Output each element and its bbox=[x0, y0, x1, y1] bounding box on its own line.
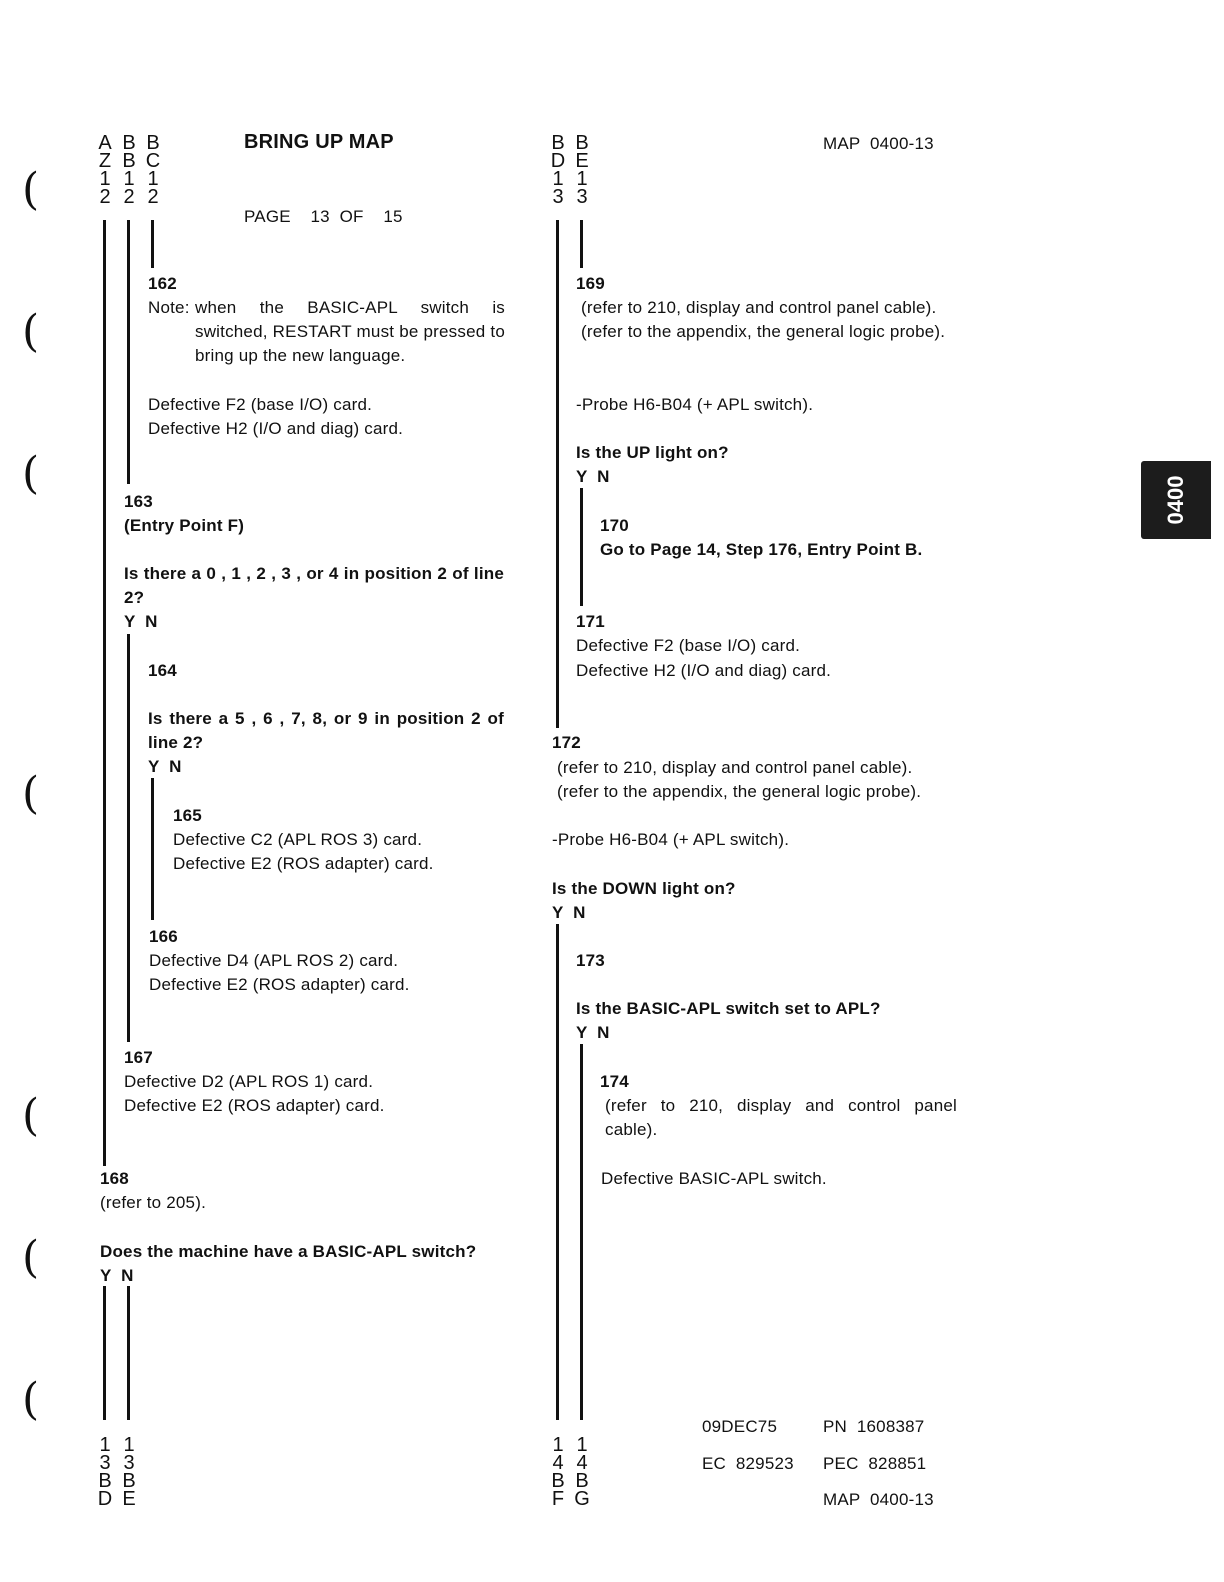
connector-top: B E 1 3 bbox=[575, 132, 589, 208]
step-text: Defective H2 (I/O and diag) card. bbox=[148, 419, 404, 438]
step-number: 163 bbox=[124, 492, 153, 511]
step-number: 171 bbox=[576, 612, 605, 631]
step-text: Defective E2 (ROS adapter) card. bbox=[149, 975, 410, 994]
step-number: 162 bbox=[148, 274, 177, 293]
connector-bottom: 1 4 B G bbox=[574, 1434, 590, 1510]
flow-line bbox=[127, 220, 130, 484]
footer-date: 09DEC75 bbox=[702, 1417, 778, 1436]
flow-line bbox=[556, 924, 559, 1420]
connector-top: B C 1 2 bbox=[145, 132, 161, 208]
page-number: PAGE 13 OF 15 bbox=[244, 207, 403, 226]
decision-question: Is the DOWN light on? bbox=[552, 879, 736, 898]
note-text: when the BASIC-APL switch is switched, RESTART must be pressed to bring up the new language. bbox=[195, 298, 505, 365]
flow-line bbox=[151, 220, 154, 268]
step-text: Defective F2 (base I/O) card. bbox=[148, 395, 373, 414]
connector-top: B B 1 2 bbox=[122, 132, 136, 208]
yes-no-label: Y N bbox=[124, 612, 158, 631]
connector-top: B D 1 3 bbox=[550, 132, 566, 208]
note-label: Note: bbox=[148, 298, 190, 317]
flow-line bbox=[151, 778, 154, 920]
connector-top: A Z 1 2 bbox=[98, 132, 112, 208]
step-number: 167 bbox=[124, 1048, 153, 1067]
binder-mark: ( bbox=[22, 768, 40, 819]
step-text: Defective H2 (I/O and diag) card. bbox=[576, 661, 832, 680]
yes-no-label: Y N bbox=[576, 467, 610, 486]
step-number: 165 bbox=[173, 806, 202, 825]
step-text: Defective D2 (APL ROS 1) card. bbox=[124, 1072, 374, 1091]
map-number: MAP 0400-13 bbox=[823, 134, 934, 153]
step-text: (refer to the appendix, the general logic probe). bbox=[557, 782, 922, 801]
binder-mark: ( bbox=[22, 1090, 40, 1141]
flow-line bbox=[103, 1286, 106, 1420]
yes-no-label: Y N bbox=[576, 1023, 610, 1042]
footer-map-number: MAP 0400-13 bbox=[823, 1490, 934, 1509]
flow-line bbox=[127, 1286, 130, 1420]
footer-pec: PEC 828851 bbox=[823, 1454, 927, 1473]
section-tab: 0400 bbox=[1141, 461, 1211, 539]
step-text: (refer to 210, display and control panel cable). bbox=[557, 758, 913, 777]
binder-mark: ( bbox=[22, 1232, 40, 1283]
flow-line bbox=[580, 220, 583, 268]
probe-instruction: -Probe H6-B04 (+ APL switch). bbox=[576, 395, 814, 414]
decision-question: Is there a 5 , 6 , 7, 8, or 9 in position 2 of line 2? bbox=[148, 709, 504, 752]
flow-line bbox=[580, 488, 583, 606]
decision-question: Is the BASIC-APL switch set to APL? bbox=[576, 999, 881, 1018]
binder-mark: ( bbox=[22, 306, 40, 357]
page-title: BRING UP MAP bbox=[244, 131, 394, 153]
flow-line bbox=[580, 1044, 583, 1420]
decision-question: Is the UP light on? bbox=[576, 443, 729, 462]
step-text: Defective C2 (APL ROS 3) card. bbox=[173, 830, 423, 849]
step-text: (refer to 210, display and control panel cable). bbox=[581, 298, 937, 317]
flow-line bbox=[103, 220, 106, 1166]
connector-bottom: 1 3 B E bbox=[122, 1434, 136, 1510]
entry-point: (Entry Point F) bbox=[124, 516, 245, 535]
decision-question: Does the machine have a BASIC-APL switch? bbox=[100, 1242, 477, 1261]
step-number: 170 bbox=[600, 516, 629, 535]
yes-no-label: Y N bbox=[552, 903, 586, 922]
binder-mark: ( bbox=[22, 448, 40, 499]
step-text: Defective F2 (base I/O) card. bbox=[576, 636, 801, 655]
step-text: Defective E2 (ROS adapter) card. bbox=[173, 854, 434, 873]
step-text: Defective BASIC-APL switch. bbox=[601, 1169, 827, 1188]
yes-no-label: Y N bbox=[148, 757, 182, 776]
binder-mark: ( bbox=[22, 164, 40, 215]
flow-line bbox=[556, 220, 559, 728]
step-text: Defective D4 (APL ROS 2) card. bbox=[149, 951, 399, 970]
step-number: 169 bbox=[576, 274, 605, 293]
flow-line bbox=[127, 634, 130, 1042]
step-number: 168 bbox=[100, 1169, 129, 1188]
binder-mark: ( bbox=[22, 1374, 40, 1425]
decision-question: Is there a 0 , 1 , 2 , 3 , or 4 in position 2 of line 2? bbox=[124, 564, 504, 607]
connector-bottom: 1 4 B F bbox=[551, 1434, 565, 1510]
step-number: 172 bbox=[552, 733, 581, 752]
probe-instruction: -Probe H6-B04 (+ APL switch). bbox=[552, 830, 790, 849]
yes-no-label: Y N bbox=[100, 1266, 134, 1285]
step-text: Defective E2 (ROS adapter) card. bbox=[124, 1096, 385, 1115]
footer-ec: EC 829523 bbox=[702, 1454, 794, 1473]
connector-bottom: 1 3 B D bbox=[97, 1434, 113, 1510]
step-number: 173 bbox=[576, 951, 605, 970]
step-number: 174 bbox=[600, 1072, 629, 1091]
step-text: (refer to the appendix, the general logic probe). bbox=[581, 322, 946, 341]
footer-part-number: PN 1608387 bbox=[823, 1417, 925, 1436]
step-number: 166 bbox=[149, 927, 178, 946]
step-number: 164 bbox=[148, 661, 177, 680]
goto-instruction: Go to Page 14, Step 176, Entry Point B. bbox=[600, 540, 923, 559]
step-text: (refer to 210, display and control panel cable). bbox=[605, 1096, 957, 1139]
step-text: (refer to 205). bbox=[100, 1193, 206, 1212]
